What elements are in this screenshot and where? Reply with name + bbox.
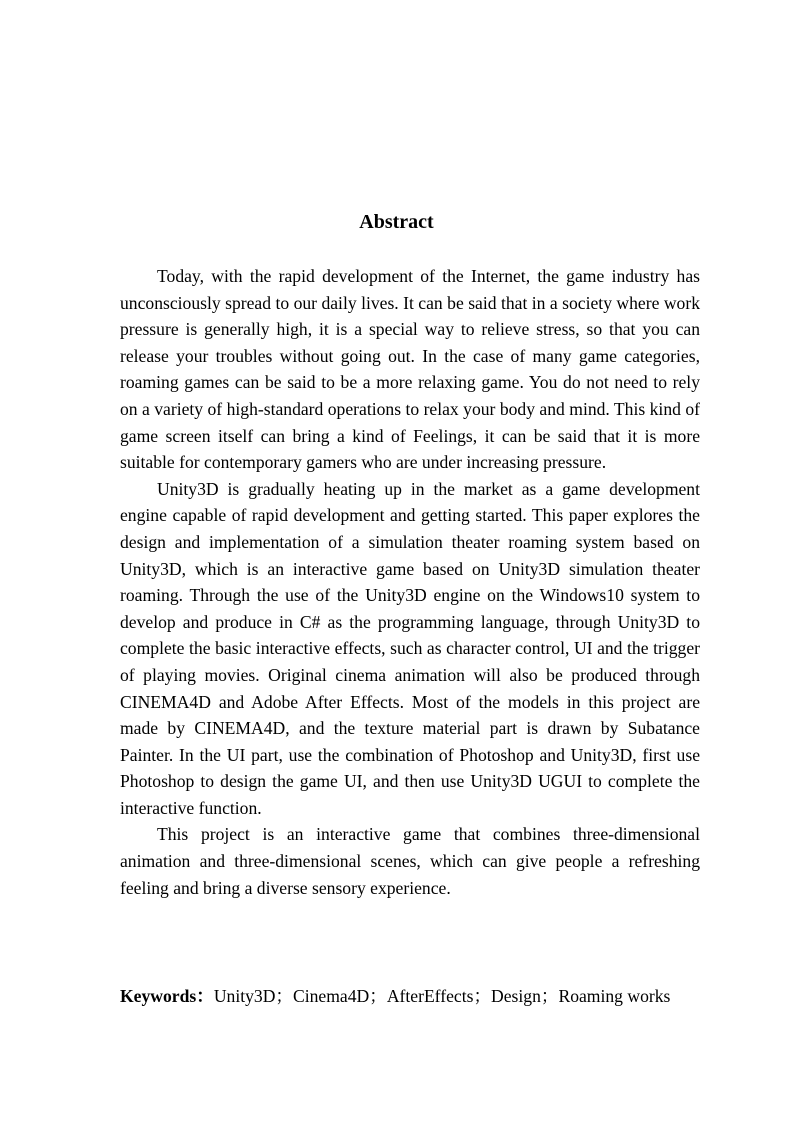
abstract-title: Abstract <box>359 211 434 233</box>
keywords-label: Keywords： <box>120 986 214 1006</box>
abstract-paragraph-1: Today, with the rapid development of the Internet, the game industry has unconsciously spread to our daily lives. It can be said that in a society where work pressure is generally high, it is a special way to relieve stress, so that you can release your troubles without going out. In the case of many game categories, roaming games can be said to be a more relaxing game. You do not need to rely on a variety of high-standard operations to relax your body and mind. This kind of game screen itself can bring a kind of Feelings, it can be said that it is more suitable for contemporary gamers who are under increasing pressure. <box>120 266 700 473</box>
abstract-paragraph-3: This project is an interactive game that combines three-dimensional animation and three-dimensional scenes, which can give people a refreshing feeling and bring a diverse sensory experience. <box>120 824 700 898</box>
abstract-paragraph-2: Unity3D is gradually heating up in the market as a game development engine capable of rapid development and getting started. This paper explores the design and implementation of a simulation theater roaming system based on Unity3D, which is an interactive game based on Unity3D simulation theater roaming. Through the use of the Unity3D engine on the Windows10 system to develop and produce in C# as the programming language, through Unity3D to complete the basic interactive effects, such as character control, UI and the trigger of playing movies. Original cinema animation will also be produced through CINEMA4D and Adobe After Effects. Most of the models in this project are made by CINEMA4D, and the texture material part is drawn by Subatance Painter. In the UI part, use the combination of Photoshop and Unity3D, first use Photoshop to design the game UI, and then use Unity3D UGUI to complete the interactive function. <box>120 478 700 818</box>
abstract-body <box>120 263 700 901</box>
keywords-list: Unity3D；Cinema4D；AfterEffects；Design；Roaming works <box>213 986 671 1006</box>
keywords-line <box>120 983 705 1009</box>
